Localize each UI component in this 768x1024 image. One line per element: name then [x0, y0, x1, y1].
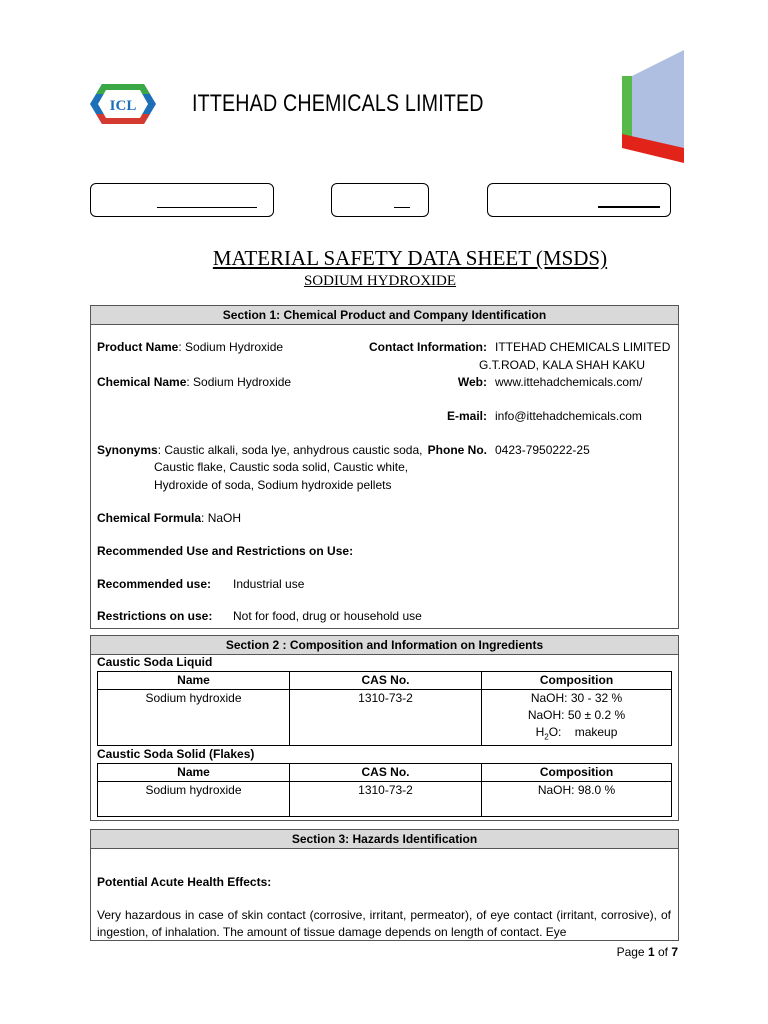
synonyms-value-1: : Caustic alkali, soda lye, anhydrous caustic soda,	[157, 443, 423, 457]
document-number-line	[157, 207, 257, 208]
formula-value: : NaOH	[201, 511, 242, 525]
chemical-formula	[97, 511, 241, 525]
page-total: 7	[671, 945, 678, 959]
logo-text: ICL	[109, 98, 137, 114]
section-3-heading: Section 3: Hazards Identification	[91, 830, 678, 849]
section-2-heading: Section 2 : Composition and Information on Ingredients	[91, 636, 678, 655]
formula-label: Chemical Formula	[97, 511, 202, 525]
table-header-row	[98, 764, 672, 782]
phone-label: Phone No.	[427, 443, 487, 457]
section-1-heading: Section 1: Chemical Product and Company Identification	[91, 306, 678, 325]
contact-label: Contact Information:	[369, 340, 487, 354]
chemical-name	[97, 375, 291, 389]
solid-composition-table	[97, 763, 672, 817]
recommended-heading: Recommended Use and Restrictions on Use:	[97, 544, 354, 558]
cell-cas: 1310-73-2	[290, 690, 482, 746]
document-number-box	[90, 183, 274, 217]
column-composition: Composition	[482, 764, 672, 782]
table-row	[98, 690, 672, 746]
document-subtitle: SODIUM HYDROXIDE	[303, 273, 457, 289]
product-name-value: : Sodium Hydroxide	[178, 340, 284, 354]
hazards-paragraph: Very hazardous in case of skin contact (corrosive, irritant, permeator), of eye contact (irritant, corrosive), of ingestion, of inhalation. The amount of tissue damage depends on length of contact. Eye	[97, 908, 671, 939]
date-line	[598, 206, 660, 208]
composition-line-3: $H_2O$: makeup	[535, 725, 618, 742]
product-name-label: Product Name	[97, 340, 179, 354]
table-header-row	[98, 672, 672, 690]
cell-name: Sodium hydroxide	[98, 782, 290, 817]
synonyms-label: Synonyms	[97, 443, 158, 457]
table-row	[98, 782, 672, 817]
composition-line-2: NaOH: 50 ± 0.2 %	[527, 708, 626, 722]
column-cas: CAS No.	[290, 672, 482, 690]
page-of: of	[654, 945, 672, 959]
date-box	[487, 183, 671, 217]
synonyms-line-3: Hydroxide of soda, Sodium hydroxide pellets	[154, 478, 392, 492]
email-label: E-mail:	[446, 409, 487, 423]
acute-effects-label: Potential Acute Health Effects:	[97, 875, 272, 889]
synonyms-line-1	[97, 443, 423, 457]
column-composition: Composition	[482, 672, 672, 690]
document-title: MATERIAL SAFETY DATA SHEET (MSDS)	[212, 246, 608, 270]
section-1	[90, 305, 679, 629]
revision-line	[394, 207, 410, 208]
synonyms-line-2: Caustic flake, Caustic soda solid, Caustic white,	[154, 460, 409, 474]
recommended-use-label: Recommended use:	[97, 577, 212, 591]
product-name	[97, 340, 283, 354]
section-2	[90, 635, 679, 821]
chemical-name-value: : Sodium Hydroxide	[186, 375, 292, 389]
liquid-label: Caustic Soda Liquid	[97, 655, 213, 669]
page-prefix: Page	[616, 945, 648, 959]
web-label: Web:	[457, 375, 487, 389]
web-link[interactable]: www.ittehadchemicals.com/	[495, 375, 643, 389]
phone-value: 0423-7950222-25	[495, 443, 590, 457]
cell-name: Sodium hydroxide	[98, 690, 290, 746]
company-name: ITTEHAD CHEMICALS LIMITED	[192, 90, 484, 117]
column-name: Name	[98, 764, 290, 782]
column-cas: CAS No.	[290, 764, 482, 782]
company-logo	[88, 82, 158, 126]
revision-box	[331, 183, 429, 217]
contact-line-2: G.T.ROAD, KALA SHAH KAKU	[479, 358, 646, 372]
recommended-use-value: Industrial use	[233, 577, 305, 591]
chemical-name-label: Chemical Name	[97, 375, 187, 389]
page-number	[617, 945, 678, 959]
section-3	[90, 829, 679, 941]
corner-decoration	[618, 48, 688, 163]
restrictions-label: Restrictions on use:	[97, 609, 213, 623]
contact-line-1: ITTEHAD CHEMICALS LIMITED	[495, 340, 671, 354]
cell-composition: NaOH: 98.0 %	[482, 782, 672, 817]
email-link[interactable]: info@ittehadchemicals.com	[495, 409, 642, 423]
column-name: Name	[98, 672, 290, 690]
page-current: 1	[647, 945, 655, 959]
restrictions-value: Not for food, drug or household use	[233, 609, 422, 623]
cell-composition	[482, 690, 672, 746]
solid-label: Caustic Soda Solid (Flakes)	[97, 747, 255, 761]
composition-line-1: NaOH: 30 - 32 %	[530, 691, 623, 705]
cell-cas: 1310-73-2	[290, 782, 482, 817]
liquid-composition-table	[97, 671, 672, 746]
